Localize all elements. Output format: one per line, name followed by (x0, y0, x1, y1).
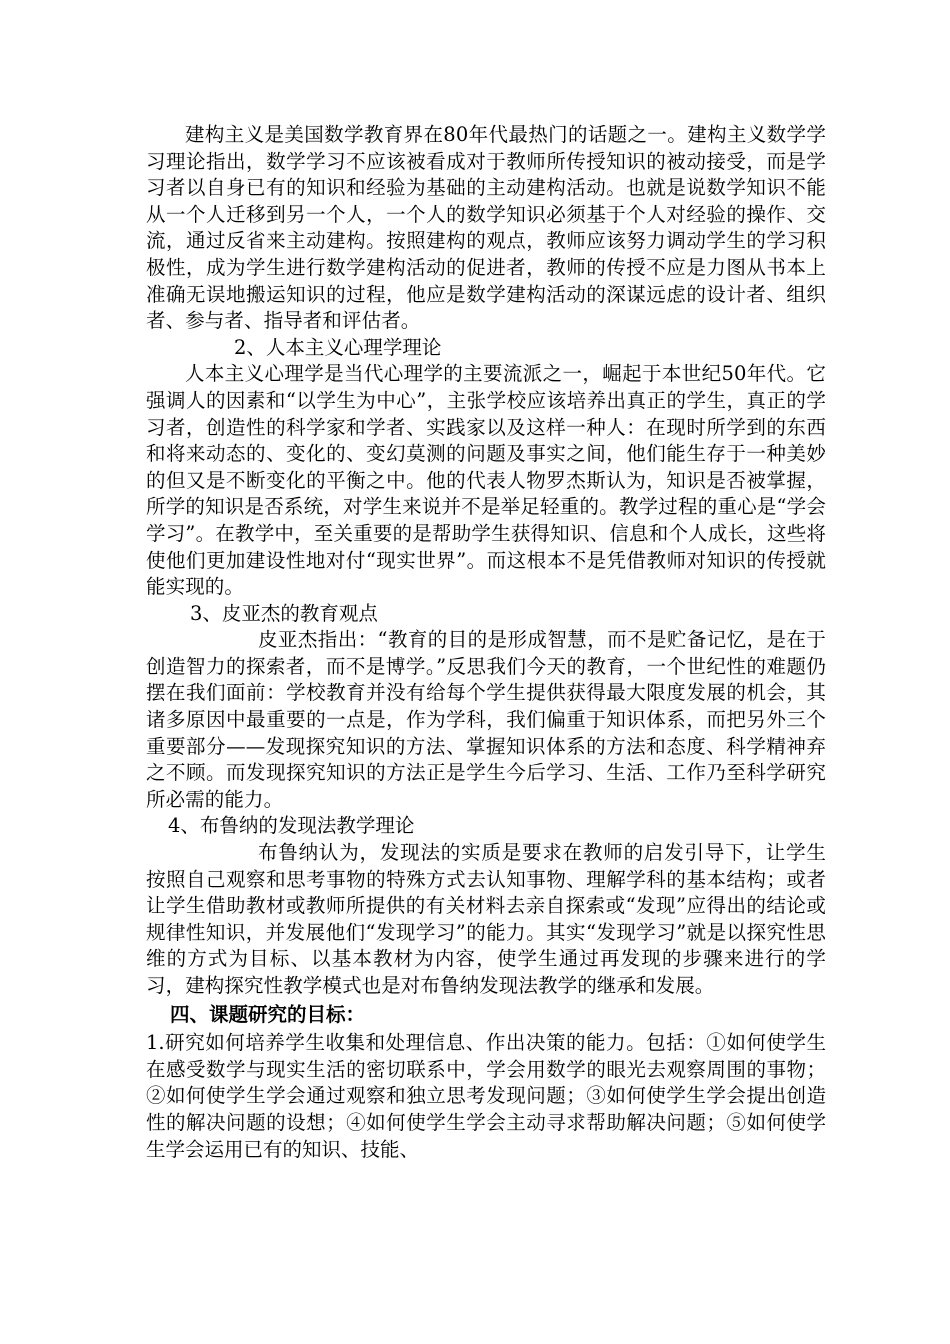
section-heading-research-goals: 四、课题研究的目标： (170, 1002, 366, 1026)
paragraph-bruner: 布鲁纳认为，发现法的实质是要求在教师的启发引导下，让学生按照自己观察和思考事物的特殊方式去认知事物、理解学科的基本结构；或者让学生借助教材或教师所提供的有关材料去亲自探索或“发现”应得出的结论或规律性知识，并发展他们“发现学习”的能力。其实“发现学习”就是以探究性思维的方式为目标、以基本教材为内容，使学生通过再发现的步骤来进行的学习，建构探究性教学模式也是对布鲁纳发现法教学的继承和发展。 (146, 841, 826, 997)
document-page (146, 122, 826, 1163)
goal-item-1: 1.研究如何培养学生收集和处理信息、作出决策的能力。包括：①如何使学生在感受数学与现实生活的密切联系中，学会用数学的眼光去观察周围的事物；②如何使学生学会通过观察和独立思考发现问题；③如何使学生学会提出创造性的解决问题的设想；④如何使学生学会主动寻求帮助解决问题；⑤如何使学生学会运用已有的知识、技能、 (146, 1031, 826, 1161)
heading-bruner: 4、布鲁纳的发现法教学理论 (168, 814, 415, 838)
heading-humanistic-psychology: 2、人本主义心理学理论 (234, 335, 442, 359)
paragraph-piaget: 皮亚杰指出：“教育的目的是形成智慧，而不是贮备记忆，是在于创造智力的探索者，而不是博学。”反思我们今天的教育，一个世纪性的难题仍摆在我们面前：学校教育并没有给每个学生提供获得最大限度发展的机会，其诸多原因中最重要的一点是，作为学科，我们偏重于知识体系，而把另外三个重要部分——发现探究知识的方法、掌握知识体系的方法和态度、科学精神弃之不顾。而发现探究知识的方法正是学生今后学习、生活、工作乃至科学研究所必需的能力。 (146, 628, 826, 811)
paragraph-humanistic-psychology: 人本主义心理学是当代心理学的主要流派之一，崛起于本世纪50年代。它强调人的因素和“以学生为中心”，主张学校应该培养出真正的学生，真正的学习者，创造性的科学家和学者、实践家以及这样一种人：在现时所学到的东西和将来动态的、变化的、变幻莫测的问题及事实之间，他们能生存于一种美妙的但又是不断变化的平衡之中。他的代表人物罗杰斯认为，知识是否被掌握，所学的知识是否系统，对学生来说并不是举足轻重的。教学过程的重心是“学会学习”。在教学中，至关重要的是帮助学生获得知识、信息和个人成长，这些将使他们更加建设性地对付“现实世界”。而这根本不是凭借教师对知识的传授就能实现的。 (146, 362, 826, 599)
paragraph-constructivism: 建构主义是美国数学教育界在80年代最热门的话题之一。建构主义数学学习理论指出，数学学习不应该被看成对于教师所传授知识的被动接受，而是学习者以自身已有的知识和经验为基础的主动建构活动。也就是说数学知识不能从一个人迁移到另一个人，一个人的数学知识必须基于个人对经验的操作、交流，通过反省来主动建构。按照建构的观点，教师应该努力调动学生的学习积极性，成为学生进行数学建构活动的促进者，教师的传授不应是力图从书本上准确无误地搬运知识的过程，他应是数学建构活动的深谋远虑的设计者、组织者、参与者、指导者和评估者。 (146, 123, 826, 333)
heading-piaget: 3、皮亚杰的教育观点 (190, 601, 378, 625)
